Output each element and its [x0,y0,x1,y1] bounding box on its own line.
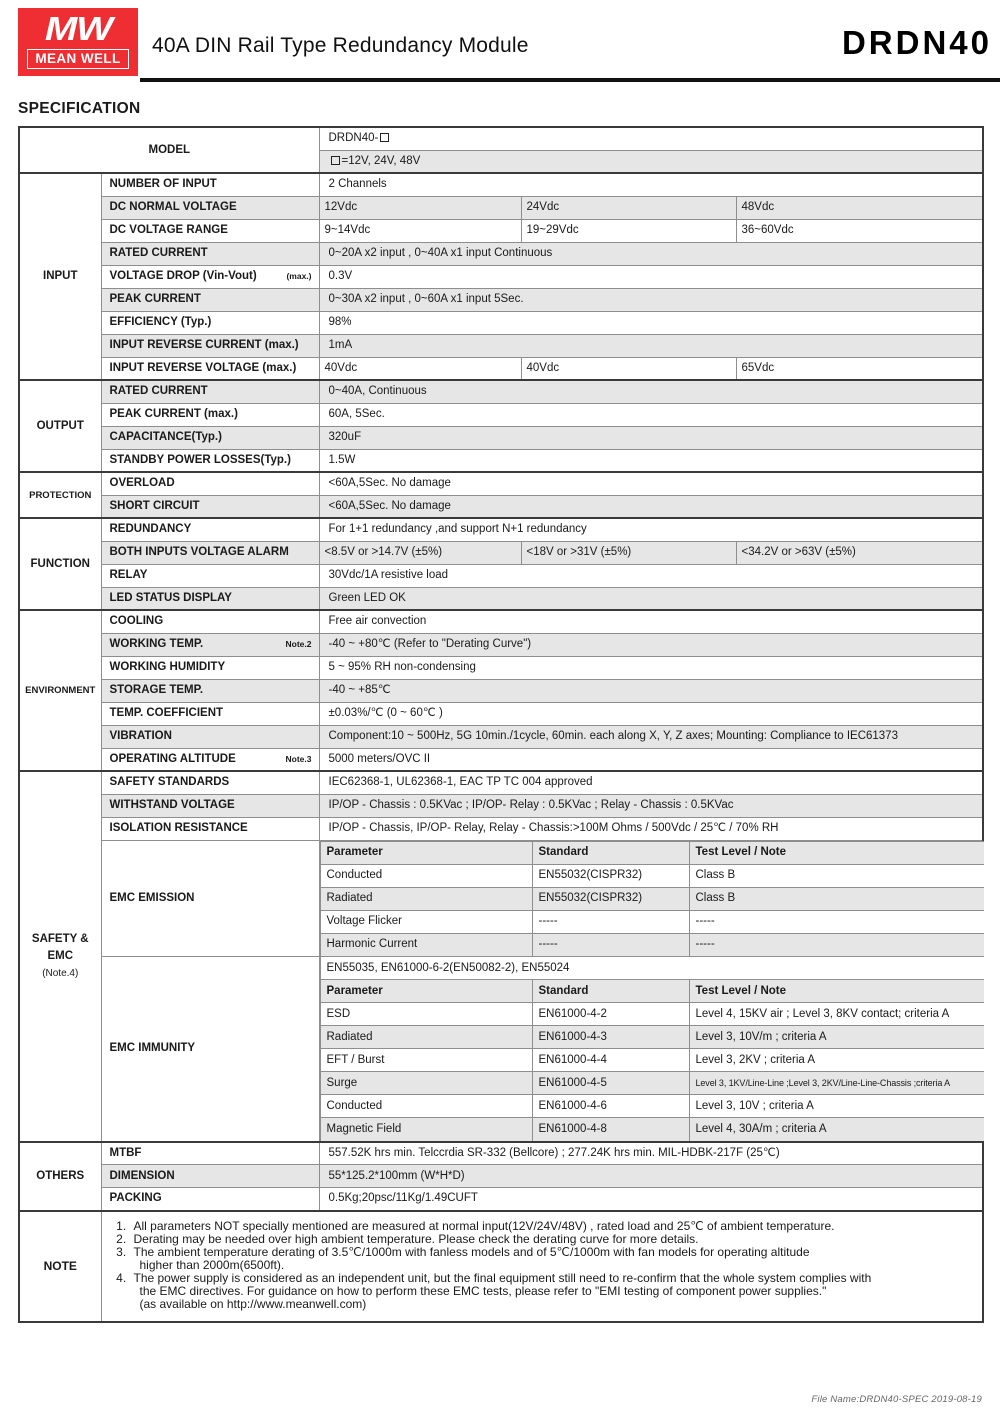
row-label-packing: PACKING [101,1188,319,1211]
table-row-output-rated-current [19,380,983,403]
page-footer: File Name:DRDN40-SPEC 2019-08-19 [811,1394,982,1405]
row-label-output-rated-current: RATED CURRENT [101,380,319,403]
cell-input-peak-current: 0~30A x2 input , 0~60A x1 input 5Sec. [319,288,983,311]
row-label-storage-temp: STORAGE TEMP. [101,679,319,702]
row-label-voltage-drop [101,265,319,288]
emc-testlevel: Class B [689,887,984,910]
row-label-redundancy: REDUNDANCY [101,518,319,541]
table-row-working-temp [19,633,983,656]
note-4-line3: (as available on http://www.meanwell.com) [139,1296,367,1311]
table-row-emc-emission [19,840,983,956]
safety-label-line1: SAFETY & [31,932,89,945]
emc-standard: EN55032(CISPR32) [532,887,689,910]
cell-immunity-standards: EN55035, EN61000-6-2(EN50082-2), EN55024 [320,957,984,980]
note-item-1: 1. All parameters NOT specially mentioned are measured at normal input(12V/24V/48V) , rated load and 25℃ of ambient temperature. [130,1220,977,1233]
row-label-cooling: COOLING [101,610,319,633]
row-label-emc-immunity: EMC IMMUNITY [101,956,319,1142]
table-row-standby-power-losses [19,449,983,472]
table-row-overload [19,472,983,495]
emc-param: Magnetic Field [320,1118,532,1141]
row-label-dimension: DIMENSION [101,1165,319,1188]
cell-overload: <60A,5Sec. No damage [319,472,983,495]
emc-testlevel: Level 4, 30A/m ; criteria A [689,1118,984,1141]
cell-redundancy: For 1+1 redundancy ,and support N+1 redundancy [319,518,983,541]
logo-brand-name: MEAN WELL [27,49,128,69]
working-temp-text: WORKING TEMP. [109,638,204,650]
cell-efficiency: 98% [319,311,983,334]
emc-emission-col-testlevel: Test Level / Note [689,841,984,864]
row-label-model: MODEL [19,127,319,173]
emc-param: ESD [320,1003,532,1026]
emc-param: Conducted [320,864,532,887]
row-label-relay: RELAY [101,564,319,587]
note-item-3 [130,1246,977,1272]
row-label-emc-emission: EMC EMISSION [101,840,319,956]
note-4-line1: The power supply is considered as an independent unit, but the final equipment still need to re-confirm that the whole system complies with [133,1270,872,1285]
table-row [320,933,984,956]
specification-heading: SPECIFICATION [18,100,141,117]
table-row-input-reverse-current [19,334,983,357]
emc-testlevel: Level 3, 1KV/Line-Line ;Level 3, 2KV/Line-Line-Chassis ;criteria A [689,1072,984,1095]
section-label-others: OTHERS [19,1142,101,1211]
emc-testlevel: Level 4, 15KV air ; Level 3, 8KV contact; criteria A [689,1003,984,1026]
emc-immunity-table [320,956,985,1141]
row-label-standby-power-losses: STANDBY POWER LOSSES(Typ.) [101,449,319,472]
row-label-number-of-input: NUMBER OF INPUT [101,173,319,196]
emc-immunity-col-parameter: Parameter [320,980,532,1003]
emc-param: Radiated [320,1026,532,1049]
cell-dc-range-12v: 9~14Vdc [319,219,521,242]
cell-mtbf: 557.52K hrs min. Telccrdia SR-332 (Bellcore) ; 277.24K hrs min. MIL-HDBK-217F (25℃) [319,1142,983,1165]
note-3-line1: The ambient temperature derating of 3.5℃/1000m with fanless models and of 5℃/1000m with fan models for operating altitude [133,1244,810,1259]
table-row-output-peak-current [19,403,983,426]
emc-standard: EN55032(CISPR32) [532,864,689,887]
note-4-line2: the EMC directives. For guidance on how to perform these EMC tests, please refer to "EMI testing of component power supplies." [139,1283,827,1298]
table-row-voltage-alarm [19,541,983,564]
altitude-text: OPERATING ALTITUDE [109,752,236,765]
table-row-temp-coefficient [19,702,983,725]
cell-isolation-resistance: IP/OP - Chassis, IP/OP- Relay, Relay - Chassis:>100M Ohms / 500Vdc / 25℃ / 70% RH [319,817,983,840]
table-row [320,910,984,933]
cell-model-options [319,150,983,173]
note-item-4 [130,1272,977,1311]
model-option-text: =12V, 24V, 48V [341,154,421,167]
row-label-dc-normal-voltage: DC NORMAL VOLTAGE [101,196,319,219]
table-row-input-rated-current [19,242,983,265]
emc-testlevel: ----- [689,933,984,956]
cell-input-rated-current: 0~20A x2 input , 0~40A x1 input Continuous [319,242,983,265]
table-row-operating-altitude [19,748,983,771]
emc-immunity-header-row [320,980,984,1003]
table-row-notes [19,1211,983,1322]
voltage-drop-text: VOLTAGE DROP (Vin-Vout) [109,270,257,282]
note-3-line2: higher than 2000m(6500ft). [139,1257,285,1272]
cell-vibration: Component:10 ~ 500Hz, 5G 10min./1cycle, 60min. each along X, Y, Z axes; Mounting: Compliance to IEC61373 [319,725,983,748]
cell-input-reverse-current: 1mA [319,334,983,357]
table-row-input-peak-current [19,288,983,311]
table-row-dc-voltage-range [19,219,983,242]
section-label-output: OUTPUT [19,380,101,472]
table-row [320,1049,984,1072]
model-prefix: DRDN40- [328,132,379,145]
table-row-capacitance [19,426,983,449]
table-row [320,1072,984,1095]
cell-output-rated-current: 0~40A, Continuous [319,380,983,403]
cell-dc-range-24v: 19~29Vdc [521,219,736,242]
table-row-cooling [19,610,983,633]
emc-param: Harmonic Current [320,933,532,956]
header-divider [140,78,1000,82]
cell-rev-voltage-48v: 65Vdc [736,357,983,380]
table-row [320,1026,984,1049]
cell-short-circuit: <60A,5Sec. No damage [319,495,983,518]
cell-led-status: Green LED OK [319,587,983,610]
section-label-protection: PROTECTION [19,472,101,518]
emc-testlevel: Level 3, 10V ; criteria A [689,1095,984,1118]
emc-standard: ----- [532,910,689,933]
row-label-withstand-voltage: WITHSTAND VOLTAGE [101,794,319,817]
cell-alarm-12v: <8.5V or >14.7V (±5%) [319,541,521,564]
cell-storage-temp: -40 ~ +85℃ [319,679,983,702]
emc-immunity-col-standard: Standard [532,980,689,1003]
cell-alarm-48v: <34.2V or >63V (±5%) [736,541,983,564]
row-label-dc-voltage-range: DC VOLTAGE RANGE [101,219,319,242]
table-row-number-of-input [19,173,983,196]
emc-testlevel: Level 3, 2KV ; criteria A [689,1049,984,1072]
cell-working-humidity: 5 ~ 95% RH non-condensing [319,656,983,679]
safety-label-line2: EMC [47,949,74,962]
row-label-input-peak-current: PEAK CURRENT [101,288,319,311]
table-row-dimension [19,1165,983,1188]
row-label-input-reverse-voltage: INPUT REVERSE VOLTAGE (max.) [101,357,319,380]
row-label-mtbf: MTBF [101,1142,319,1165]
table-row-dc-normal-voltage [19,196,983,219]
emc-immunity-col-testlevel: Test Level / Note [689,980,984,1003]
page-title: 40A DIN Rail Type Redundancy Module [152,34,529,57]
row-label-input-reverse-current: INPUT REVERSE CURRENT (max.) [101,334,319,357]
emc-standard: EN61000-4-6 [532,1095,689,1118]
cell-packing: 0.5Kg;20psc/11Kg/1.49CUFT [319,1188,983,1211]
table-row-redundancy [19,518,983,541]
row-label-short-circuit: SHORT CIRCUIT [101,495,319,518]
table-row [320,1118,984,1141]
emc-emission-col-parameter: Parameter [320,841,532,864]
table-row-packing [19,1188,983,1211]
row-label-working-humidity: WORKING HUMIDITY [101,656,319,679]
cell-dc-range-48v: 36~60Vdc [736,219,983,242]
row-label-efficiency: EFFICIENCY (Typ.) [101,311,319,334]
table-row [320,887,984,910]
emc-param: EFT / Burst [320,1049,532,1072]
cell-withstand-voltage: IP/OP - Chassis : 0.5KVac ; IP/OP- Relay : 0.5KVac ; Relay - Chassis : 0.5KVac [319,794,983,817]
row-label-overload: OVERLOAD [101,472,319,495]
table-row-working-humidity [19,656,983,679]
row-label-operating-altitude [101,748,319,771]
table-row-safety-standards [19,771,983,794]
emc-emission-col-standard: Standard [532,841,689,864]
table-row-storage-temp [19,679,983,702]
table-row [320,1095,984,1118]
row-label-working-temp [101,633,319,656]
cell-dc-normal-48v: 48Vdc [736,196,983,219]
row-label-capacitance: CAPACITANCE(Typ.) [101,426,319,449]
table-row-input-reverse-voltage [19,357,983,380]
emc-param: Radiated [320,887,532,910]
emc-param: Surge [320,1072,532,1095]
row-label-vibration: VIBRATION [101,725,319,748]
row-label-output-peak-current: PEAK CURRENT (max.) [101,403,319,426]
section-label-function: FUNCTION [19,518,101,610]
safety-label-note: (Note.4) [42,967,79,979]
logo-mw-mark: MW [44,10,112,47]
cell-relay: 30Vdc/1A resistive load [319,564,983,587]
table-row-emc-immunity [19,956,983,1142]
row-label-safety-standards: SAFETY STANDARDS [101,771,319,794]
model-number-heading: DRDN40 [841,24,992,61]
notes-list [112,1220,977,1311]
emc-standard: EN61000-4-4 [532,1049,689,1072]
emc-testlevel: Class B [689,864,984,887]
cell-number-of-input: 2 Channels [319,173,983,196]
cell-model-value [319,127,983,150]
table-row-short-circuit [19,495,983,518]
cell-capacitance: 320uF [319,426,983,449]
row-label-input-rated-current: RATED CURRENT [101,242,319,265]
cell-safety-standards: IEC62368-1, UL62368-1, EAC TP TC 004 approved [319,771,983,794]
cell-output-peak-current: 60A, 5Sec. [319,403,983,426]
emc-standard: EN61000-4-8 [532,1118,689,1141]
emc-emission-header-row [320,841,984,864]
cell-working-temp: -40 ~ +80℃ (Refer to "Derating Curve") [319,633,983,656]
specification-table [18,126,984,1323]
cell-cooling: Free air convection [319,610,983,633]
cell-dc-normal-12v: 12Vdc [319,196,521,219]
note-item-2: 2. Derating may be needed over high ambient temperature. Please check the derating curve for more details. [130,1233,977,1246]
row-label-temp-coefficient: TEMP. COEFFICIENT [101,702,319,725]
emc-param: Conducted [320,1095,532,1118]
emc-testlevel: Level 3, 10V/m ; criteria A [689,1026,984,1049]
cell-standby-power-losses: 1.5W [319,449,983,472]
table-row-withstand-voltage [19,794,983,817]
table-row-relay [19,564,983,587]
table-row-isolation-resistance [19,817,983,840]
emc-standard: EN61000-4-3 [532,1026,689,1049]
table-row-mtbf [19,1142,983,1165]
table-row-voltage-drop [19,265,983,288]
row-label-voltage-alarm: BOTH INPUTS VOLTAGE ALARM [101,541,319,564]
emc-standard: EN61000-4-5 [532,1072,689,1095]
altitude-note-tag: Note.3 [285,753,312,764]
section-label-note: NOTE [19,1211,101,1322]
page-header [0,0,1000,86]
checkbox-icon [380,133,389,142]
cell-rev-voltage-24v: 40Vdc [521,357,736,380]
table-row-led-status [19,587,983,610]
table-row [320,1003,984,1026]
table-row-model [19,127,983,150]
cell-rev-voltage-12v: 40Vdc [319,357,521,380]
cell-alarm-24v: <18V or >31V (±5%) [521,541,736,564]
row-label-led-status: LED STATUS DISPLAY [101,587,319,610]
cell-notes [101,1211,983,1322]
voltage-drop-max-tag: (max.) [286,271,312,281]
cell-temp-coefficient: ±0.03%/℃ (0 ~ 60℃ ) [319,702,983,725]
emc-param: Voltage Flicker [320,910,532,933]
emc-immunity-host [319,956,983,1142]
emc-standard: ----- [532,933,689,956]
table-row-vibration [19,725,983,748]
emc-standard: EN61000-4-2 [532,1003,689,1026]
cell-operating-altitude: 5000 meters/OVC II [319,748,983,771]
emc-emission-table [320,841,985,957]
section-label-environment: ENVIRONMENT [19,610,101,771]
emc-testlevel: ----- [689,910,984,933]
table-row-efficiency [19,311,983,334]
checkbox-icon [331,156,340,165]
section-label-input: INPUT [19,173,101,380]
meanwell-logo [18,8,138,76]
cell-voltage-drop: 0.3V [319,265,983,288]
table-row [320,864,984,887]
emc-emission-host [319,840,983,956]
row-label-isolation-resistance: ISOLATION RESISTANCE [101,817,319,840]
section-label-safety-emc [19,771,101,1142]
emc-immunity-standards-row [320,957,984,980]
working-temp-note-tag: Note.2 [285,639,312,649]
cell-dc-normal-24v: 24Vdc [521,196,736,219]
cell-dimension: 55*125.2*100mm (W*H*D) [319,1165,983,1188]
